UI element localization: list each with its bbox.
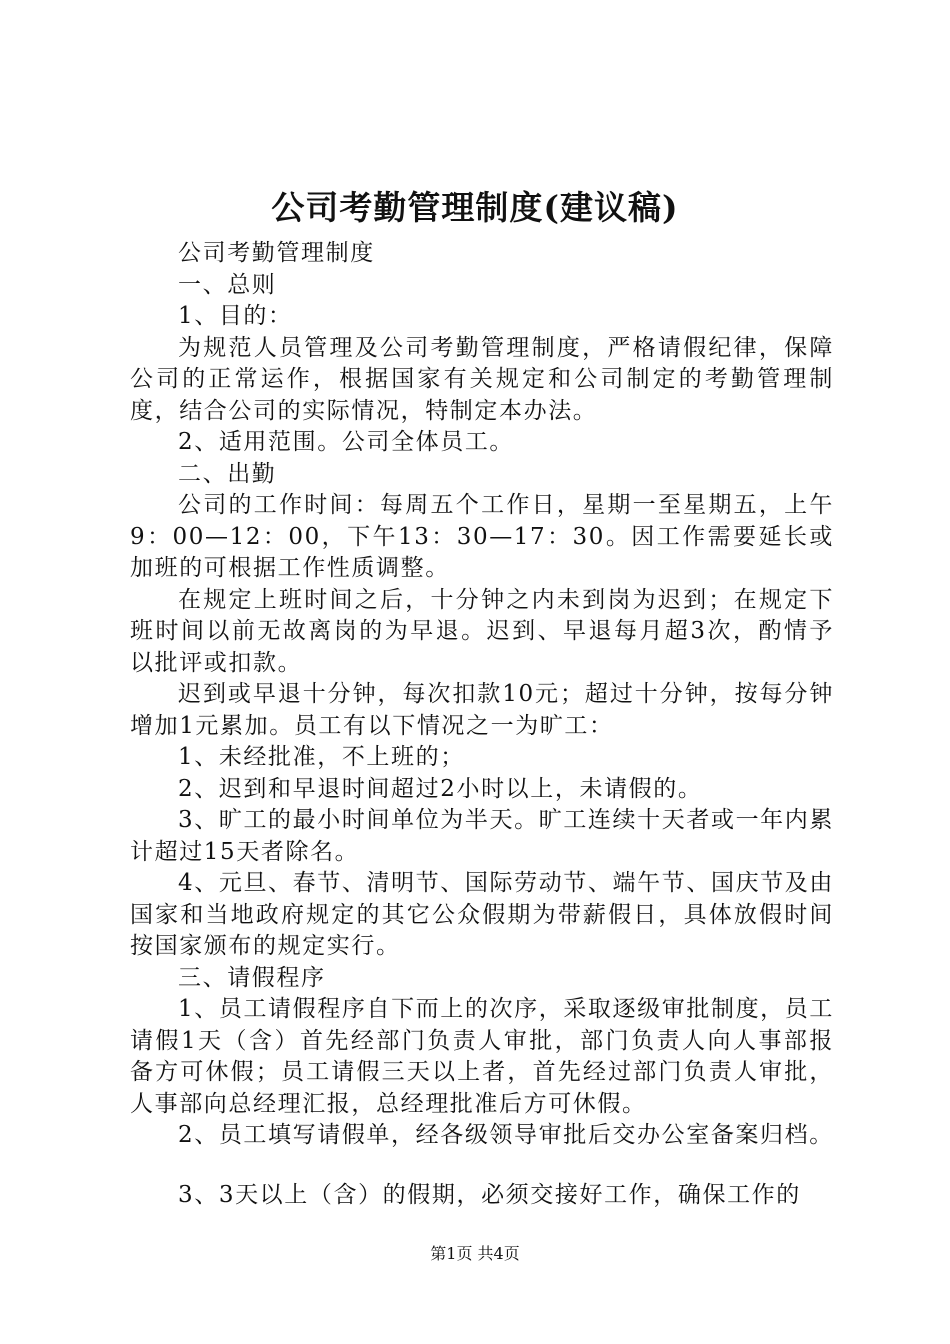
list-item-holidays: 4、元旦、春节、清明节、国际劳动节、端午节、国庆节及由国家和当地政府规定的其它公众假期为带薪假日，具体放假时间按国家颁布的规定实行。 xyxy=(130,870,834,959)
paragraph-purpose: 为规范人员管理及公司考勤管理制度，严格请假纪律，保障公司的正常运作，根据国家有关规定和公司制定的考勤管理制度，结合公司的实际情况，特制定本办法。 xyxy=(130,334,834,424)
document-body xyxy=(130,238,834,1211)
paragraph-leave-form: 2、员工填写请假单，经各级领导审批后交办公室备案归档。 xyxy=(178,1122,834,1148)
paragraph-leave-handover: 3、3天以上（含）的假期，必须交接好工作，确保工作的 xyxy=(178,1181,801,1208)
paragraph-leave-procedure: 1、员工请假程序自下而上的次序，采取逐级审批制度，员工请假1天（含）首先经部门负责人审批，部门负责人向人事部报备方可休假；员工请假三天以上者，首先经过部门负责人审批，人事部向总经理汇报，总经理批准后方可休假。 xyxy=(130,996,834,1117)
paragraph-working-hours: 公司的工作时间：每周五个工作日，星期一至星期五，上午9：00—12：00，下午13：30—17：30。因工作需要延长或加班的可根据工作性质调整。 xyxy=(130,492,834,581)
section-heading-attendance: 二、出勤 xyxy=(178,460,277,487)
paragraph-late-early: 在规定上班时间之后，十分钟之内未到岗为迟到；在规定下班时间以前无故离岗的为早退。迟到、早退每月超3次，酌情予以批评或扣款。 xyxy=(130,586,834,676)
document-title: 公司考勤管理制度(建议稿) xyxy=(271,188,679,227)
paragraph-deduction: 迟到或早退十分钟，每次扣款10元；超过十分钟，按每分钟增加1元累加。员工有以下情况之一为旷工： xyxy=(130,681,834,739)
list-item-absence-2: 2、迟到和早退时间超过2小时以上，未请假的。 xyxy=(178,775,703,802)
list-item-absence-3: 3、旷工的最小时间单位为半天。旷工连续十天者或一年内累计超过15天者除名。 xyxy=(130,807,834,865)
paragraph-purpose-label: 1、目的： xyxy=(178,303,293,329)
section-heading-general: 一、总则 xyxy=(178,271,277,298)
paragraph-subtitle: 公司考勤管理制度 xyxy=(178,240,375,266)
paragraph-scope: 2、适用范围。公司全体员工。 xyxy=(178,429,515,455)
page-number-footer: 第1页 共4页 xyxy=(430,1244,520,1263)
list-item-absence-1: 1、未经批准，不上班的； xyxy=(178,744,465,770)
section-heading-leave: 三、请假程序 xyxy=(178,964,326,991)
